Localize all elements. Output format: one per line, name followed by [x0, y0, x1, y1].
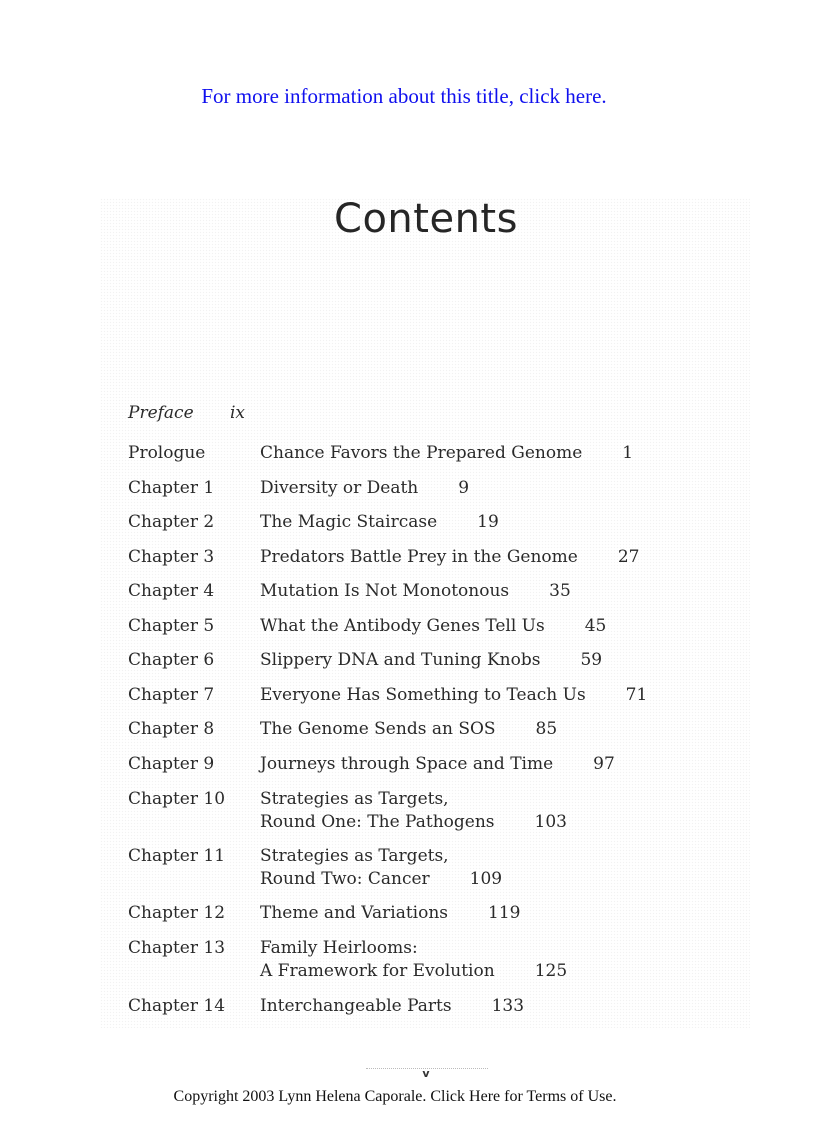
- toc-entry-label: Chapter 9: [128, 754, 215, 774]
- toc-entry-label: Chapter 3: [128, 547, 215, 567]
- toc-entry-title-line: [260, 902, 520, 925]
- toc-entry-title-line: [260, 811, 567, 834]
- toc-entry-title-line: [260, 511, 499, 534]
- toc-entry-page: 19: [477, 512, 499, 532]
- toc-entry-label: Chapter 10: [128, 789, 226, 809]
- toc-entry-page: 35: [549, 581, 571, 601]
- page-number: v: [422, 1067, 430, 1080]
- toc-entry-title: [260, 511, 499, 534]
- toc-entry-title-line: [260, 580, 571, 603]
- toc-entry-page: 1: [622, 443, 634, 463]
- toc-entry-title-line: [260, 615, 606, 638]
- toc-entry-title-line: [260, 995, 524, 1018]
- copyright-terms-link[interactable]: Copyright 2003 Lynn Helena Caporale. Click Here for Terms of Use.: [173, 1088, 617, 1105]
- toc-entry-title-text: Everyone Has Something to Teach Us: [260, 685, 586, 705]
- toc-entry-title: [260, 649, 602, 672]
- toc-entry-label: Chapter 4: [128, 581, 215, 601]
- toc-entry-label: Chapter 2: [128, 512, 215, 532]
- toc-entry-title-text: Theme and Variations: [260, 903, 449, 923]
- toc-entry-label: Chapter 7: [128, 685, 215, 705]
- toc-entry-title-line: [260, 477, 469, 500]
- toc-entry-title-text: Diversity or Death: [260, 478, 419, 498]
- toc-entry-page: 109: [469, 869, 503, 889]
- toc-entry-title: [260, 788, 567, 834]
- toc-entry-title-text: Slippery DNA and Tuning Knobs: [260, 650, 541, 670]
- toc-entry-title-text: Strategies as Targets,: [260, 789, 449, 809]
- toc-entry-title: [260, 753, 615, 776]
- toc-entry-title-line: [260, 868, 502, 891]
- toc-entry-title-line: [260, 937, 567, 960]
- toc-entry-title: [260, 845, 502, 891]
- toc-entry-label: Chapter 11: [128, 846, 226, 866]
- toc-entry-title: [260, 937, 567, 983]
- toc-entry-title-line: [260, 960, 567, 983]
- toc-entry-page: 45: [584, 616, 607, 636]
- toc-entry-page: 133: [491, 996, 525, 1016]
- toc-entry-title-line: [260, 442, 633, 465]
- toc-entry-title: [260, 902, 520, 925]
- toc-entry-title-text: The Genome Sends an SOS: [260, 719, 496, 739]
- toc-entry-title-text: Predators Battle Prey in the Genome: [260, 547, 578, 567]
- toc-entry-title-text: A Framework for Evolution: [260, 961, 495, 981]
- toc-entry-label: Chapter 5: [128, 616, 215, 636]
- toc-preface-page: ix: [230, 403, 246, 423]
- toc-entry-page: 119: [488, 903, 521, 923]
- toc-entry-label: Chapter 14: [128, 996, 226, 1016]
- toc-entry-label: Chapter 1: [128, 478, 215, 498]
- toc-preface-label: Preface: [128, 403, 194, 423]
- toc-entry-title-text: Strategies as Targets,: [260, 846, 449, 866]
- toc-entry-title: [260, 442, 633, 465]
- toc-entry-page: 97: [593, 754, 615, 774]
- toc-entry-label: Prologue: [128, 443, 206, 463]
- toc-entry-page: 59: [580, 650, 603, 670]
- toc-entry-title: [260, 546, 639, 569]
- toc-entry-title-text: Round Two: Cancer: [260, 869, 430, 889]
- toc-entry-page: 125: [534, 961, 568, 981]
- toc-entry-title-text: The Magic Staircase: [260, 512, 438, 532]
- toc-entry-title-text: Journeys through Space and Time: [260, 754, 554, 774]
- toc-entry-title-text: Family Heirlooms:: [260, 938, 418, 958]
- toc-entry-title: [260, 684, 647, 707]
- toc-entry-title-line: [260, 546, 639, 569]
- toc-entry-page: 9: [458, 478, 470, 498]
- toc-entry-title-text: Interchangeable Parts: [260, 996, 452, 1016]
- toc-entry-title-line: [260, 718, 557, 741]
- toc-entry-title-line: [260, 788, 567, 811]
- toc-entry-title-line: [260, 684, 647, 707]
- more-info-link[interactable]: For more information about this title, click here.: [201, 84, 607, 108]
- toc-entry-label: Chapter 13: [128, 938, 226, 958]
- toc-entry-title-line: [260, 649, 602, 672]
- toc-entry-page: 103: [534, 812, 567, 832]
- toc-entry-title: [260, 718, 557, 741]
- toc-entry-page: 71: [625, 685, 648, 705]
- toc-entry-title-text: What the Antibody Genes Tell Us: [260, 616, 545, 636]
- toc-entry-title-line: [260, 753, 615, 776]
- toc-entry-title: [260, 615, 606, 638]
- toc-preface-entry: [128, 403, 246, 423]
- toc-entry-page: 85: [535, 719, 558, 739]
- toc-entry-title: [260, 995, 524, 1018]
- toc-entry-title-text: Mutation Is Not Monotonous: [260, 581, 510, 601]
- toc-entry-label: Chapter 6: [128, 650, 215, 670]
- toc-entry-title-line: [260, 845, 502, 868]
- page-title: Contents: [334, 196, 518, 242]
- toc-entry-label: Chapter 12: [128, 903, 226, 923]
- toc-entry-title-text: Chance Favors the Prepared Genome: [260, 443, 583, 463]
- toc-entry-title-text: Round One: The Pathogens: [260, 812, 495, 832]
- toc-entry-title: [260, 580, 571, 603]
- toc-entry-page: 27: [617, 547, 640, 567]
- toc-entry-label: Chapter 8: [128, 719, 215, 739]
- toc-entry-title: [260, 477, 469, 500]
